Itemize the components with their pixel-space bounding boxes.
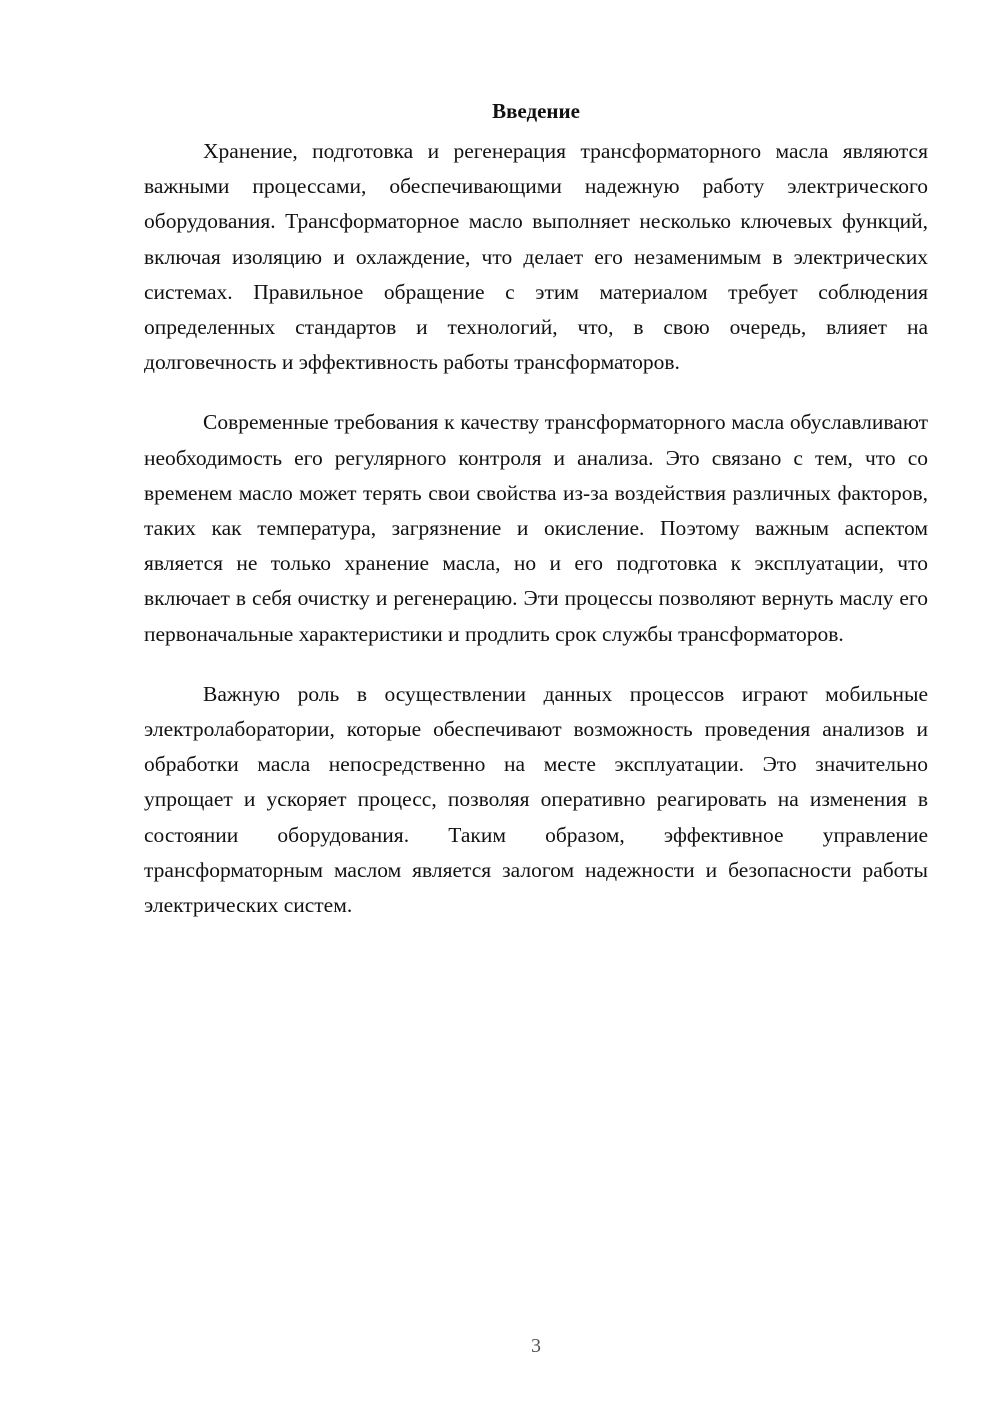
paragraph-3: Важную роль в осуществлении данных процессов играют мобильные электролаборатории, которые обеспечивают возможность проведения анализов и обработки масла непосредственно на месте эксплуатации. Это значительно упрощает и ускоряет процесс, позволяя оперативно реагировать на изменения в состоянии оборудования. Таким образом, эффективное управление трансформаторным маслом является залогом надежности и безопасности работы электрических систем. — [144, 681, 928, 918]
page-number: 3 — [531, 1335, 541, 1357]
paragraph-2: Современные требования к качеству трансформаторного масла обуславливают необходимость его регулярного контроля и анализа. Это связано с тем, что со временем масло может терять свои свойства из-за воздействия различных факторов, таких как температура, загрязнение и окисление. Поэтому важным аспектом является не только хранение масла, но и его подготовка к эксплуатации, что включает в себя очистку и регенерацию. Эти процессы позволяют вернуть маслу его первоначальные характеристики и продлить срок службы трансформаторов. — [144, 410, 928, 646]
paragraph-1: Хранение, подготовка и регенерация трансформаторного масла являются важными процессами, обеспечивающими надежную работу электрического оборудования. Трансформаторное масло выполняет несколько ключевых функций, включая изоляцию и охлаждение, что делает его незаменимым в электрических системах. Правильное обращение с этим материалом требует соблюдения определенных стандартов и технологий, что, в свою очередь, влияет на долговечность и эффективность работы трансформаторов. — [144, 139, 928, 375]
page-content — [144, 96, 928, 948]
section-heading: Введение — [492, 99, 580, 123]
